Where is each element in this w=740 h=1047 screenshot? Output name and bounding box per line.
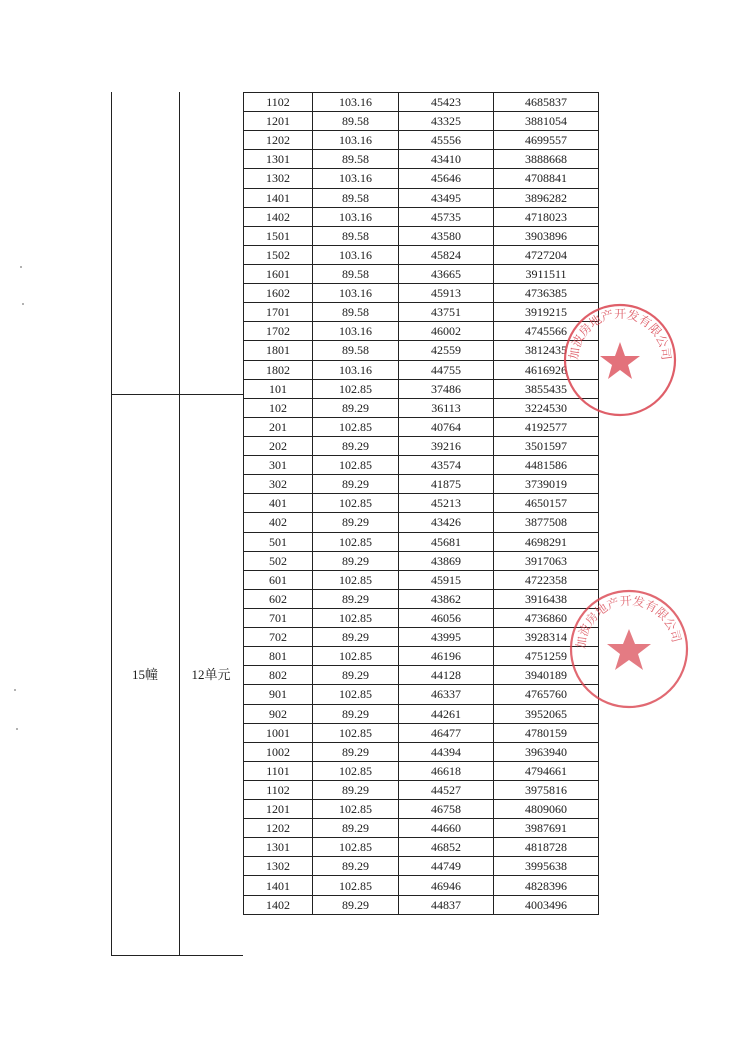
seal-bottom-text: 加波房地产开发有限公司 [573,593,684,650]
room-number-cell: 1001 [244,723,313,742]
unit-price-cell: 44261 [399,704,494,723]
unit-price-cell: 45915 [399,570,494,589]
total-price-cell: 3888668 [494,150,599,169]
total-price-cell: 4818728 [494,838,599,857]
total-price-cell: 4722358 [494,570,599,589]
area-cell: 102.85 [313,761,399,780]
table-border-bottom-left [111,955,243,956]
room-number-cell: 601 [244,570,313,589]
room-number-cell: 702 [244,628,313,647]
table-row [244,876,599,895]
table-row [244,494,599,513]
table-row [244,513,599,532]
area-cell: 89.58 [313,188,399,207]
table-divider-building [179,92,180,955]
unit-price-cell: 44660 [399,819,494,838]
table-row [244,379,599,398]
table-row [244,628,599,647]
area-cell: 89.29 [313,742,399,761]
room-number-cell: 801 [244,647,313,666]
table-row [244,589,599,608]
area-cell: 103.16 [313,245,399,264]
room-number-cell: 701 [244,608,313,627]
area-cell: 89.29 [313,780,399,799]
room-number-cell: 1202 [244,131,313,150]
unit-price-cell: 45913 [399,284,494,303]
table-row [244,895,599,914]
room-number-cell: 201 [244,417,313,436]
unit-price-cell: 46056 [399,608,494,627]
area-cell: 102.85 [313,723,399,742]
table-row [244,551,599,570]
area-cell: 89.29 [313,398,399,417]
scan-speck [16,728,18,730]
room-number-cell: 1502 [244,245,313,264]
unit-price-cell: 44837 [399,895,494,914]
table-row [244,780,599,799]
room-number-cell: 501 [244,532,313,551]
room-number-cell: 602 [244,589,313,608]
total-price-cell: 4698291 [494,532,599,551]
area-cell: 102.85 [313,532,399,551]
unit-price-cell: 43495 [399,188,494,207]
area-cell: 89.29 [313,819,399,838]
unit-price-cell: 46758 [399,800,494,819]
room-number-cell: 1302 [244,169,313,188]
table-row [244,742,599,761]
unit-price-cell: 46946 [399,876,494,895]
table-row [244,857,599,876]
unit-price-cell: 43580 [399,226,494,245]
room-number-cell: 202 [244,436,313,455]
unit-price-cell: 42559 [399,341,494,360]
room-number-cell: 1401 [244,876,313,895]
area-cell: 89.58 [313,341,399,360]
unit-price-cell: 36113 [399,398,494,417]
total-price-cell: 3975816 [494,780,599,799]
total-price-cell: 3987691 [494,819,599,838]
total-price-cell: 4751259 [494,647,599,666]
total-price-cell: 3896282 [494,188,599,207]
area-cell: 89.58 [313,264,399,283]
total-price-cell: 3911511 [494,264,599,283]
seal-top-text: 加波房地产开发有限公司 [566,306,674,361]
table-row [244,264,599,283]
area-cell: 102.85 [313,800,399,819]
area-cell: 103.16 [313,360,399,379]
area-cell: 102.85 [313,685,399,704]
table-row [244,666,599,685]
room-number-cell: 1002 [244,742,313,761]
table-border-left [111,92,112,955]
building-cell: 15幢 [131,667,158,682]
total-price-cell: 3940189 [494,666,599,685]
unit-price-cell: 45423 [399,93,494,112]
unit-price-cell: 41875 [399,475,494,494]
area-cell: 103.16 [313,131,399,150]
unit-price-cell: 46002 [399,322,494,341]
total-price-cell: 3963940 [494,742,599,761]
unit-price-cell: 43665 [399,264,494,283]
table-row [244,360,599,379]
room-number-cell: 1301 [244,838,313,857]
total-price-cell: 4809060 [494,800,599,819]
table-row [244,436,599,455]
total-price-cell: 3881054 [494,112,599,131]
room-number-cell: 502 [244,551,313,570]
total-price-cell: 4736385 [494,284,599,303]
unit-price-cell: 45556 [399,131,494,150]
total-price-cell: 3855435 [494,379,599,398]
area-cell: 102.85 [313,838,399,857]
unit-price-cell: 43410 [399,150,494,169]
room-number-cell: 1101 [244,761,313,780]
area-cell: 103.16 [313,93,399,112]
unit-price-cell: 39216 [399,436,494,455]
total-price-cell: 3501597 [494,436,599,455]
unit-price-cell: 46618 [399,761,494,780]
total-price-cell: 3739019 [494,475,599,494]
area-cell: 102.85 [313,379,399,398]
table-row [244,112,599,131]
total-price-cell: 4616926 [494,360,599,379]
unit-price-cell: 44394 [399,742,494,761]
room-number-cell: 1402 [244,207,313,226]
area-cell: 102.85 [313,456,399,475]
table-row [244,475,599,494]
room-number-cell: 1501 [244,226,313,245]
table-row [244,188,599,207]
room-number-cell: 1402 [244,895,313,914]
room-number-cell: 1201 [244,112,313,131]
scan-speck [14,689,16,691]
table-row [244,800,599,819]
area-cell: 89.29 [313,895,399,914]
room-number-cell: 1201 [244,800,313,819]
room-number-cell: 102 [244,398,313,417]
total-price-cell: 4685837 [494,93,599,112]
table-row [244,838,599,857]
room-number-cell: 301 [244,456,313,475]
area-cell: 102.85 [313,647,399,666]
total-price-cell: 3995638 [494,857,599,876]
table-row [244,456,599,475]
table-row [244,761,599,780]
total-price-cell: 4736860 [494,608,599,627]
total-price-cell: 4794661 [494,761,599,780]
area-cell: 102.85 [313,494,399,513]
total-price-cell: 3916438 [494,589,599,608]
total-price-cell: 4718023 [494,207,599,226]
table-row [244,303,599,322]
area-cell: 89.58 [313,112,399,131]
unit-price-cell: 43325 [399,112,494,131]
room-number-cell: 802 [244,666,313,685]
area-cell: 102.85 [313,570,399,589]
unit-price-cell: 45681 [399,532,494,551]
table-row [244,704,599,723]
table-row [244,532,599,551]
room-number-cell: 1601 [244,264,313,283]
unit-price-cell: 40764 [399,417,494,436]
unit-price-cell: 43426 [399,513,494,532]
table-row [244,150,599,169]
unit-price-cell: 43574 [399,456,494,475]
unit-price-cell: 44755 [399,360,494,379]
room-number-cell: 101 [244,379,313,398]
area-cell: 89.58 [313,226,399,245]
unit-price-cell: 44749 [399,857,494,876]
table-row [244,226,599,245]
unit-price-cell: 46196 [399,647,494,666]
total-price-cell: 3919215 [494,303,599,322]
table-row [244,341,599,360]
unit-price-cell: 46337 [399,685,494,704]
unit-price-cell: 43995 [399,628,494,647]
total-price-cell: 4481586 [494,456,599,475]
room-number-cell: 1301 [244,150,313,169]
unit-cell: 12单元 [191,667,231,682]
table-row [244,570,599,589]
area-cell: 103.16 [313,207,399,226]
table-row [244,284,599,303]
total-price-cell: 3812435 [494,341,599,360]
table-row [244,398,599,417]
area-cell: 89.29 [313,628,399,647]
room-number-cell: 1102 [244,93,313,112]
total-price-cell: 3877508 [494,513,599,532]
unit-price-cell: 46852 [399,838,494,857]
table-row [244,819,599,838]
total-price-cell: 4745566 [494,322,599,341]
total-price-cell: 4828396 [494,876,599,895]
area-cell: 89.29 [313,513,399,532]
room-number-cell: 302 [244,475,313,494]
total-price-cell: 4708841 [494,169,599,188]
total-price-cell: 3952065 [494,704,599,723]
unit-price-cell: 45646 [399,169,494,188]
unit-price-table [243,92,599,915]
room-number-cell: 1702 [244,322,313,341]
table-row [244,647,599,666]
total-price-cell: 4003496 [494,895,599,914]
total-price-cell: 4727204 [494,245,599,264]
room-number-cell: 901 [244,685,313,704]
table-row [244,131,599,150]
table-row [244,685,599,704]
room-number-cell: 902 [244,704,313,723]
area-cell: 89.29 [313,857,399,876]
unit-price-cell: 45735 [399,207,494,226]
table-row [244,93,599,112]
room-number-cell: 1302 [244,857,313,876]
total-price-cell: 4780159 [494,723,599,742]
room-number-cell: 1401 [244,188,313,207]
total-price-cell: 3224530 [494,398,599,417]
area-cell: 89.58 [313,150,399,169]
scan-speck [20,266,22,268]
unit-price-cell: 44527 [399,780,494,799]
unit-price-cell: 43869 [399,551,494,570]
unit-price-cell: 37486 [399,379,494,398]
area-cell: 89.29 [313,589,399,608]
room-number-cell: 402 [244,513,313,532]
area-cell: 89.29 [313,704,399,723]
unit-price-cell: 43862 [399,589,494,608]
room-number-cell: 1802 [244,360,313,379]
table-row [244,417,599,436]
area-cell: 103.16 [313,169,399,188]
area-cell: 102.85 [313,876,399,895]
table-row [244,322,599,341]
total-price-cell: 3903896 [494,226,599,245]
unit-price-cell: 43751 [399,303,494,322]
total-price-cell: 4699557 [494,131,599,150]
table-row [244,169,599,188]
total-price-cell: 4192577 [494,417,599,436]
table-row [244,207,599,226]
area-cell: 102.85 [313,417,399,436]
area-cell: 89.58 [313,303,399,322]
room-number-cell: 1202 [244,819,313,838]
area-cell: 103.16 [313,322,399,341]
area-cell: 102.85 [313,608,399,627]
total-price-cell: 4650157 [494,494,599,513]
area-cell: 103.16 [313,284,399,303]
area-cell: 89.29 [313,475,399,494]
area-cell: 89.29 [313,436,399,455]
room-number-cell: 1701 [244,303,313,322]
unit-price-cell: 45213 [399,494,494,513]
unit-price-cell: 46477 [399,723,494,742]
unit-price-cell: 44128 [399,666,494,685]
room-number-cell: 401 [244,494,313,513]
table-row [244,245,599,264]
unit-price-cell: 45824 [399,245,494,264]
area-cell: 89.29 [313,666,399,685]
table-row-separator [111,394,243,395]
room-number-cell: 1102 [244,780,313,799]
table-row [244,608,599,627]
scan-speck [22,303,24,305]
total-price-cell: 4765760 [494,685,599,704]
area-cell: 89.29 [313,551,399,570]
total-price-cell: 3917063 [494,551,599,570]
total-price-cell: 3928314 [494,628,599,647]
room-number-cell: 1602 [244,284,313,303]
room-number-cell: 1801 [244,341,313,360]
table-row [244,723,599,742]
